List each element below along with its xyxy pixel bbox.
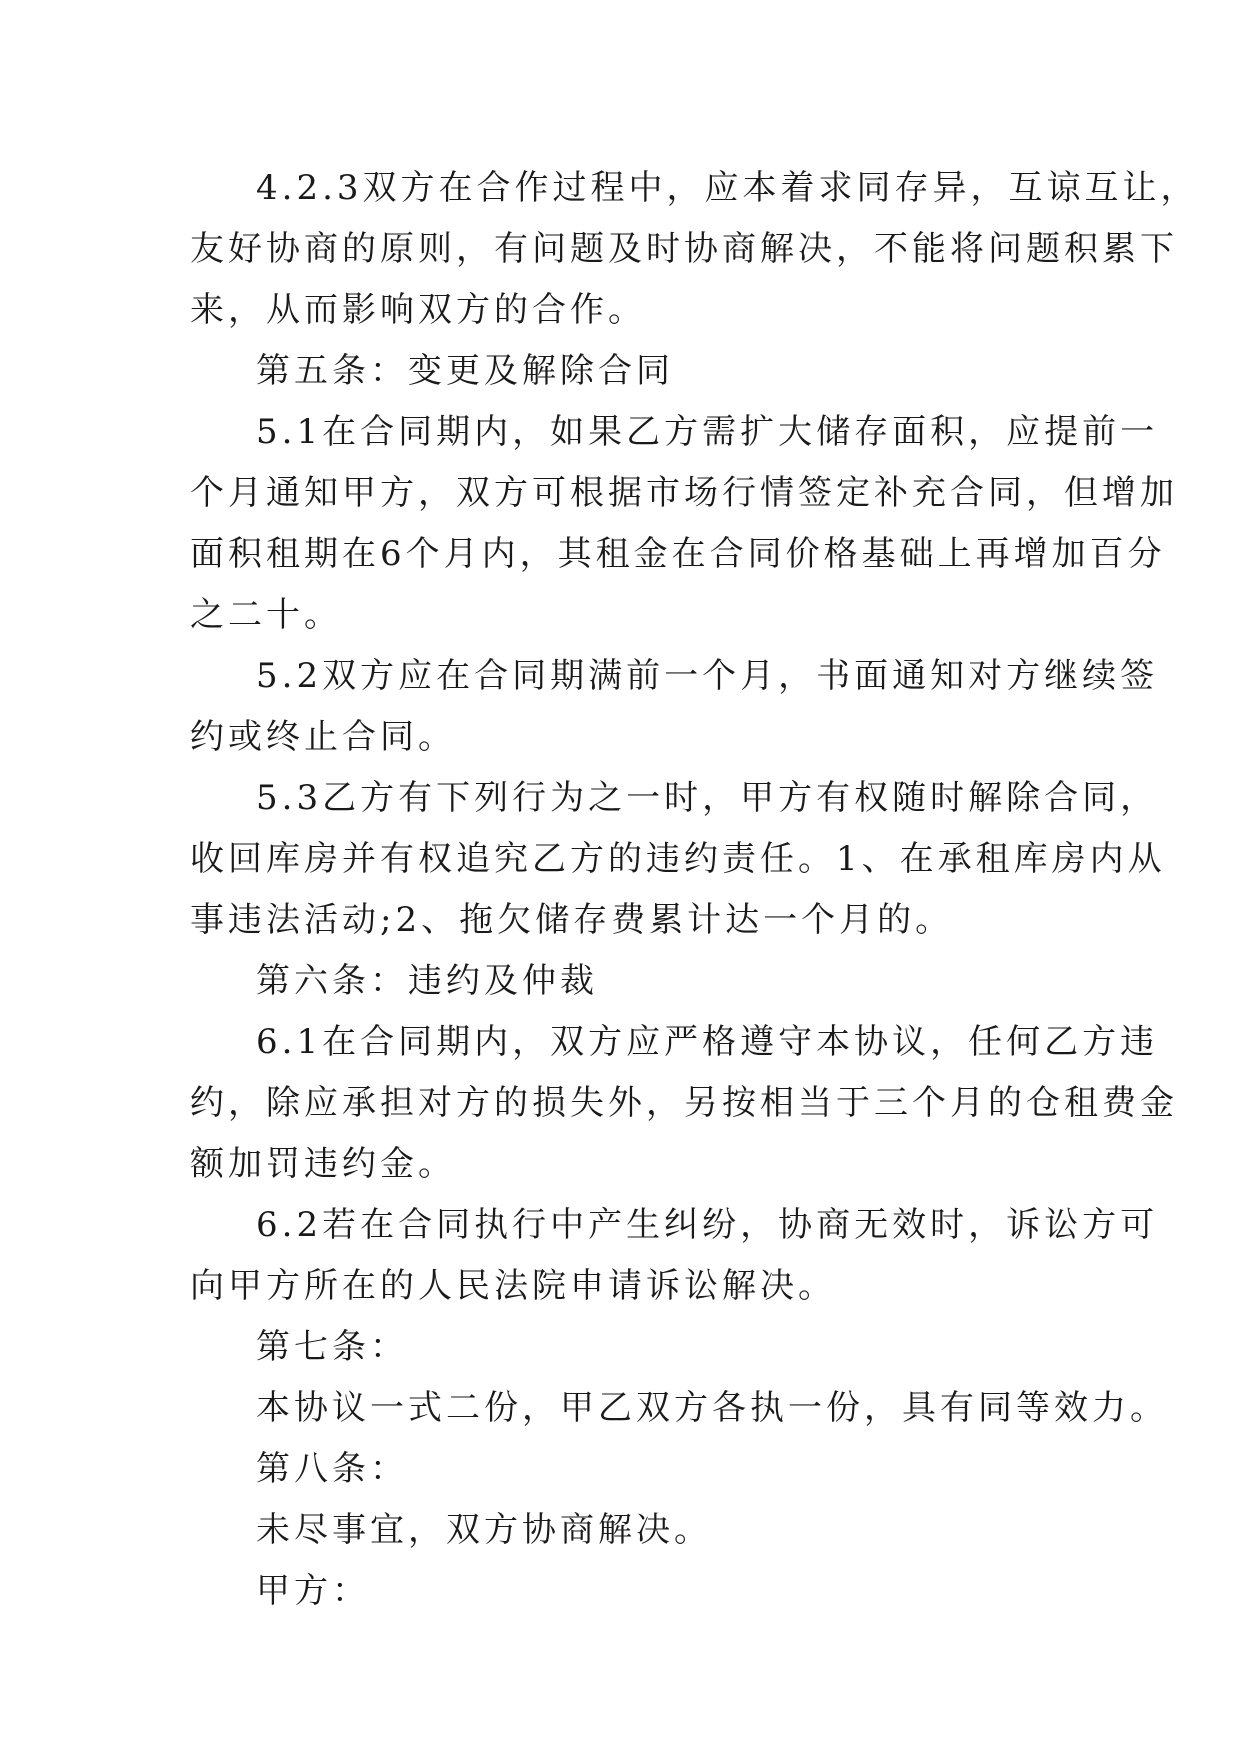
text-line: 约，除应承担对方的损失外，另按相当于三个月的仓租费金: [190, 1083, 1178, 1123]
text-line: 6.1在合同期内，双方应严格遵守本协议，任何乙方违: [256, 1022, 1159, 1062]
section-heading: 第八条：: [256, 1449, 408, 1489]
text-line: 6.2若在合同执行中产生纠纷，协商无效时，诉讼方可: [256, 1205, 1159, 1245]
text-line: 来，从而影响双方的合作。: [190, 290, 646, 330]
text-line: 向甲方所在的人民法院申请诉讼解决。: [190, 1266, 836, 1306]
section-heading: 第六条：违约及仲裁: [256, 961, 598, 1001]
text-line: 收回库房并有权追究乙方的违约责任。1、在承租库房内从: [190, 839, 1166, 879]
text-line: 额加罚违约金。: [190, 1144, 456, 1184]
text-line: 5.1在合同期内，如果乙方需扩大储存面积，应提前一: [256, 412, 1159, 452]
text-line: 约或终止合同。: [190, 717, 456, 757]
text-line: 未尽事宜，双方协商解决。: [256, 1510, 712, 1550]
text-line: 之二十。: [190, 595, 342, 635]
text-line: 5.3乙方有下列行为之一时，甲方有权随时解除合同，: [256, 778, 1159, 818]
section-heading: 第七条：: [256, 1327, 408, 1367]
text-line: 4.2.3双方在合作过程中，应本着求同存异，互谅互让，: [256, 168, 1199, 208]
signature-label: 甲方：: [256, 1571, 370, 1611]
text-line: 本协议一式二份，甲乙双方各执一份，具有同等效力。: [256, 1388, 1168, 1428]
text-line: 事违法活动;2、拖欠储存费累计达一个月的。: [190, 900, 954, 940]
text-line: 友好协商的原则，有问题及时协商解决，不能将问题积累下: [190, 229, 1178, 269]
text-line: 个月通知甲方，双方可根据市场行情签定补充合同，但增加: [190, 473, 1178, 513]
section-heading: 第五条：变更及解除合同: [256, 351, 674, 391]
document-page: [190, 158, 1199, 1622]
text-line: 5.2双方应在合同期满前一个月，书面通知对方继续签: [256, 656, 1159, 696]
text-line: 面积租期在6个月内，其租金在合同价格基础上再增加百分: [190, 534, 1166, 574]
